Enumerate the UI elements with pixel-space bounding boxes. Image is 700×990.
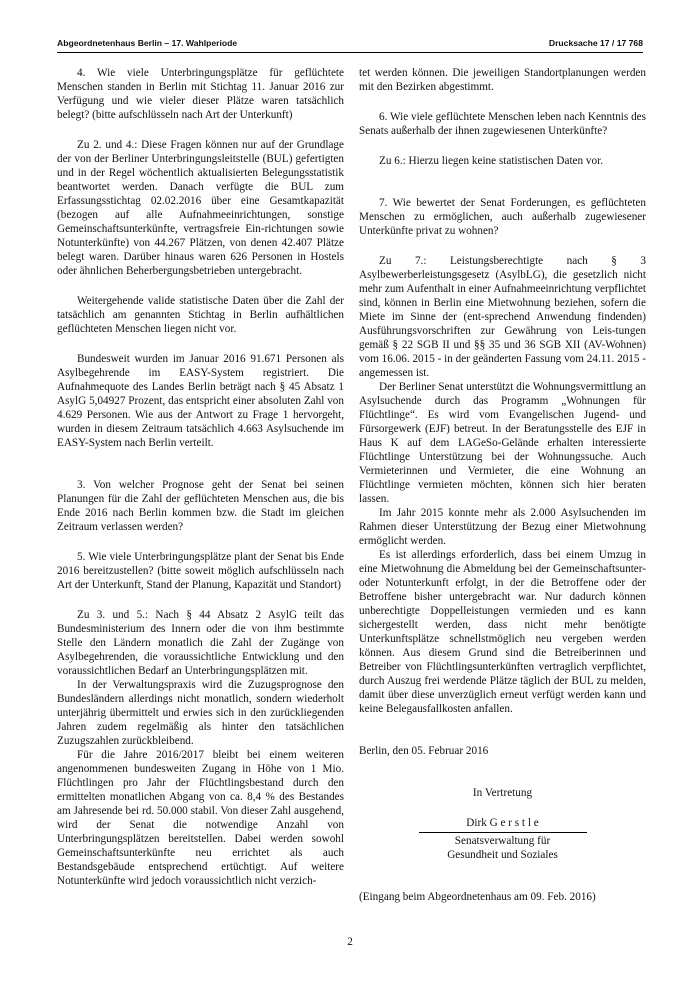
signatory-name: Dirk G e r s t l e [466,817,539,829]
question-5: 5. Wie viele Unterbringungsplätze plant der Senat bis Ende 2016 bereitzustellen? (bitte soweit möglich aufschlüsseln nach Art der Unterkunft, Stand der Planung, Kapazität und Standort) [57,551,344,591]
answer-6: Zu 6.: Hierzu liegen keine statistischen Daten vor. [379,155,603,167]
paragraph-relocation: Es ist allerdings erforderlich, dass bei einem Umzug in eine Mietwohnung die Abmeldung bei der Gemeinschaftsunter- oder Notunterkunft erfolgt, in der die Betroffene oder der Betroffene bisher untergebracht war. Nur dadurch können unberechtigte Doppelleistungen vermieden und es kann sichergestellt werden, dass nicht mehr benötigte Unterkunftsplätze schnellstmöglich neu vergeben werden können. Aus diesem Grund sind die Betreiberinnen und Betreiber von Flüchtlingsunterkünften vertraglich verpflichtet, durch Auszug frei werdende Plätze täglich der BUL zu melden, damit über diese unverzüglich erneut verfügt werden kann und keine Belegausfallkosten anfallen. [359,549,646,715]
answer-7: Zu 7.: Leistungsberechtigte nach § 3 Asylbewerberleistungsgesetz (AsylbLG), die gesetzlich nicht mehr zum Aufenthalt in einer Aufnahmeeinrichtung verpflichtet sind, können in Berlin eine Mietwohnung beziehen, sofern die Miete im Sinne der (ent-sprechend Anwendung findenden) Ausführungsvorschriften zur Gewährung von Leis-tungen gemäß § 22 SGB II und §§ 35 und 36 SGB XII (AV-Wohnen) vom 16.06. 2015 - in der geänderten Fassung vom 24.11. 2015 - angemessen ist. [359,255,647,379]
receipt-note: (Eingang beim Abgeordnetenhaus am 09. Feb. 2016) [359,891,596,903]
department-line-1: Senatsverwaltung für [454,835,551,847]
paragraph-continuation: tet werden können. Die jeweiligen Standortplanungen werden mit den Bezirken abgestimmt. [359,67,646,93]
left-column [57,66,344,888]
header-document-number: Drucksache 17 / 17 768 [548,38,643,48]
paragraph-nationwide: Bundesweit wurden im Januar 2016 91.671 Personen als Asylbegehrende im EASY-System registriert. Die Aufnahmequote des Landes Berlin beträgt nach § 45 Absatz 1 AsylG 5,04927 Prozent, das entspricht einer absoluten Zahl von 4.629 Personen. Wie aus der Antwort zu Frage 1 hervorgeht, wurden in diesem Zeitraum tatsächlich 4.663 Asylsuchende im EASY-System nach Berlin verteilt. [57,353,344,449]
date-line: Berlin, den 05. Februar 2016 [359,745,489,757]
answer-2-and-4: Zu 2. und 4.: Diese Fragen können nur auf der Grundlage der von der Berliner Unterbringungsleitstelle (BUL) gefertigten und in der Regel wöchentlich aktualisierten Belegungsstatistik beantwortet werden. Danach verfügte die BUL zum Erfassungsstichtag 02.02.2016 über eine Gesamtkapazität (bezogen auf alle Aufnahmeeinrichtungen, sonstige Gemeinschaftsunterkünfte, vertragsfreie Ein-richtungen sowie Notunterkünfte) von 44.267 Plätzen, von denen 42.407 Plätze belegt waren. Darüber hinaus waren 626 Personen in Hostels oder ähnlichen Beherbergungsbetrieben untergebracht. [57,139,344,277]
answer-3-and-5: Zu 3. und 5.: Nach § 44 Absatz 2 AsylG teilt das Bundesministerium des Innern oder die von ihm bestimmte Stelle den Ländern monatlich die Zahl der Zugänge von Asylbegehrenden, die voraussichtliche Entwicklung und den voraussichtlichen Bedarf an Unterbringungsplätzen mit. [57,609,344,677]
question-7: 7. Wie bewertet der Senat Forderungen, es geflüchteten Menschen zu ermöglichen, auch außerhalb zugewiesener Unterkünfte privat zu wohnen? [359,197,646,237]
header-parliament: Abgeordnetenhaus Berlin – 17. Wahlperiode [57,38,238,48]
department-line-2: Gesundheit und Soziales [447,849,558,861]
question-6: 6. Wie viele geflüchtete Menschen leben nach Kenntnis des Senats außerhalb der ihnen zugewiesenen Unterkünfte? [359,111,646,137]
signature-in-representation: In Vertretung [472,787,533,799]
paragraph-2015: Im Jahr 2015 konnte mehr als 2.000 Asylsuchenden im Rahmen dieser Unterstützung der Bezug einer Mietwohnung ermöglicht werden. [359,507,646,547]
paragraph-administration: In der Verwaltungspraxis wird die Zuzugsprognose den Bundesländern allerdings nicht monatlich, sondern wiederholt unterjährig übermittelt und erwies sich in den zurückliegenden Jahren zudem regelmäßig als hinter den tatsächlichen Zuzugszahlen zurückbleibend. [57,679,344,747]
question-3: 3. Von welcher Prognose geht der Senat bei seinen Planungen für die Zahl der geflüchteten Menschen aus, die bis Ende 2016 nach Berlin kommen bzw. die Stadt im gleichen Zeitraum verlassen werden? [57,479,344,533]
page-number: 2 [347,936,353,948]
paragraph-forecast-years: Für die Jahre 2016/2017 bleibt bei einem weiteren angenommenen bundesweiten Zugang in Höhe von 1 Mio. Flüchtlingen pro Jahr der Flüchtlingsbestand durch den ermittelten monatlichen Abgang von ca. 8,4 % des Bestandes am Jahresende bei rd. 50.000 stabil. Von dieser Zahl ausgehend, wird der Senat die notwendige Anzahl von Unterbringungsplätzen bereitstellen. Dabei werden sowohl Gemeinschaftsunterkünfte neu errichtet als auch Bestandsgebäude entsprechend ertüchtigt. Auf weitere Notunterkünfte wird jedoch voraussichtlich nicht verzich- [57,749,344,887]
right-column [359,66,646,904]
page-header [57,38,643,53]
paragraph-senate-support: Der Berliner Senat unterstützt die Wohnungsvermittlung an Asylsuchende durch das Programm „Wohnungen für Flüchtlinge“. Es wird vom Evangelischen Jugend- und Fürsorgewerk (EJF) betreut. In der Beratungsstelle des EJF in Haus K auf dem LAGeSo-Gelände erhalten interessierte Flüchtlinge Unterstützung bei der Wohnungssuche. Auch Vermieterinnen und Vermieter, die eine Wohnung an Flüchtlinge vermieten möchten, können sich hier beraten lassen. [359,381,646,505]
question-4: 4. Wie viele Unterbringungsplätze für geflüchtete Menschen standen in Berlin mit Stichtag 11. Januar 2016 zur Verfügung und wie vieler dieser Plätze waren tatsächlich belegt? (bitte aufschlüsseln nach Art der Unterkunft) [57,67,344,121]
paragraph-valid-data: Weitergehende valide statistische Daten über die Zahl der tatsächlich am genannten Stichtag in Berlin aufhältlichen geflüchteten Menschen liegen nicht vor. [57,295,344,335]
